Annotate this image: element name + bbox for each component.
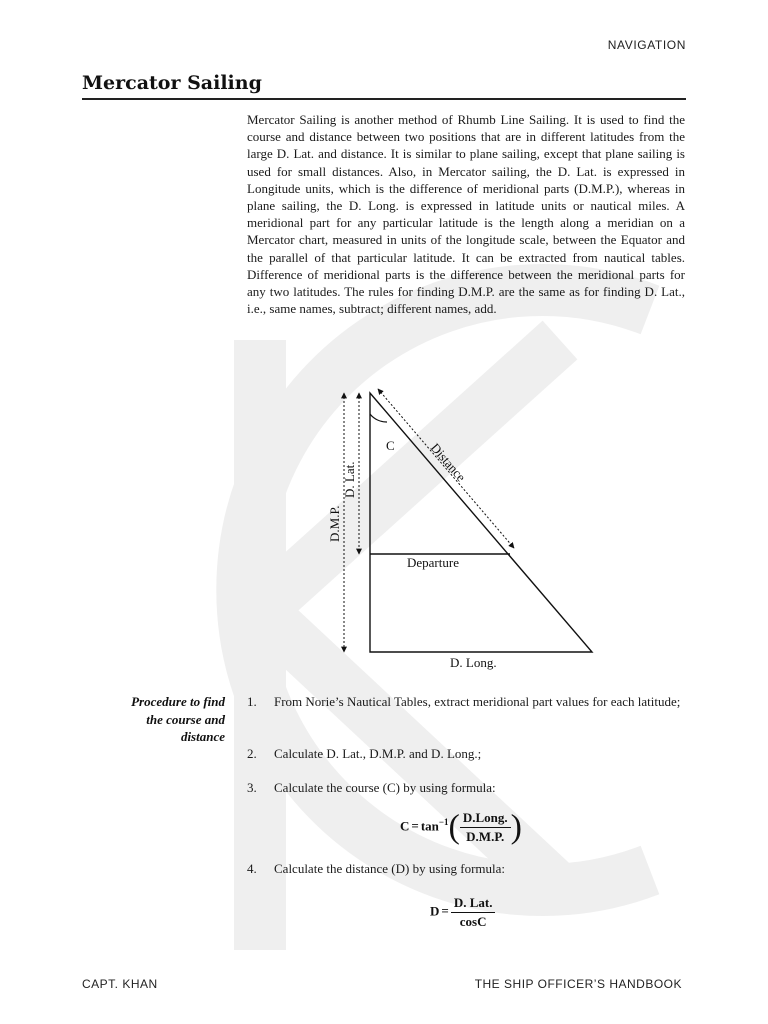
angle-label: C	[386, 438, 395, 453]
course-formula: $C = \tan^{-1}$( $\frac{\text{D.Long.}}{D.M.P.}$ )	[400, 808, 522, 846]
dlat-label: D. Lat.	[342, 461, 357, 498]
dlong-label: D. Long.	[450, 655, 497, 670]
distance-label: Distance	[427, 440, 469, 485]
course-angle-arc	[370, 414, 387, 422]
mercator-triangle-diagram	[320, 380, 620, 670]
running-header: NAVIGATION	[607, 38, 686, 52]
intro-paragraph: Mercator Sailing is another method of Rhumb Line Sailing. It is used to find the course and distance between two positions that are in different latitudes from the large D. Lat. and distance. It is similar to plane sailing, except that plane sailing is used for small distances. Also, in Mercator sailing, the D. Lat. is expressed in Longitude units, which is the difference of meridional parts (D.M.P.), whereas in plane sailing, the D. Long. is expressed in latitude units or nautical miles. A meridional part for any particular latitude is the length along a meridian on a Mercator chart, measured in units of the longitude scale, between the Equator and the parallel of that particular latitude. It can be extracted from nautical tables. Difference of meridional parts is the difference between the meridional parts for any two latitudes. The rules for finding D.M.P. are the same as for finding D. Lat., i.e., same names, subtract; different names, add.	[247, 112, 685, 317]
departure-label: Departure	[407, 555, 459, 570]
procedure-heading: Procedure to find the course and distance	[131, 694, 225, 744]
page-title: Mercator Sailing	[82, 72, 262, 94]
footer-book-title: THE SHIP OFFICER’S HANDBOOK	[474, 977, 682, 991]
footer-author: CAPT. KHAN	[82, 977, 158, 991]
distance-formula: D = $\frac{\text{D. Lat.}}{\cos C}$	[430, 895, 495, 930]
large-triangle	[370, 393, 592, 652]
title-divider	[82, 98, 686, 100]
dmp-label: D.M.P.	[327, 505, 342, 542]
